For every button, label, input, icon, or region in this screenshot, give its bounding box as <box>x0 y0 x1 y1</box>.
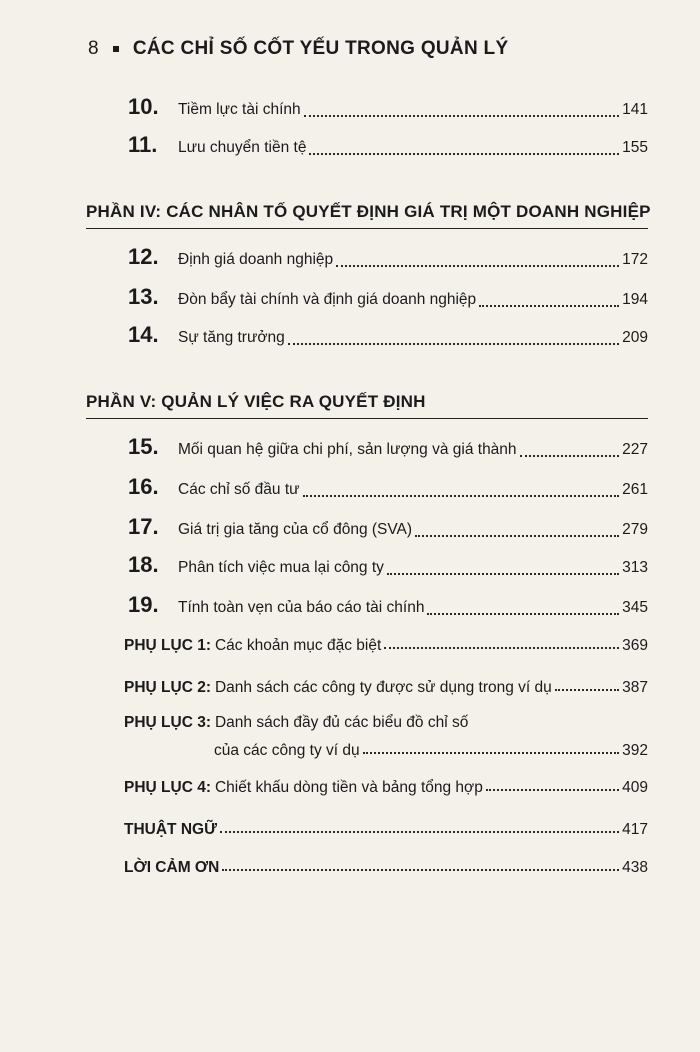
appendix-entry <box>124 714 648 732</box>
chapter-number: 16. <box>128 474 159 499</box>
page-ref: 438 <box>622 859 648 876</box>
chapter-title: Sự tăng trưởng <box>178 329 285 346</box>
toc-entry <box>128 592 648 622</box>
appendix-entry <box>124 679 648 697</box>
leader-dots <box>222 869 619 871</box>
page-ref: 387 <box>622 679 648 696</box>
appendix-entry-continuation <box>214 742 648 760</box>
chapter-title: Định giá doanh nghiệp <box>178 251 334 268</box>
chapter-number: 18. <box>128 552 159 577</box>
toc-entry <box>128 474 648 504</box>
appendix-title: Chiết khấu dòng tiền và bảng tổng hợp <box>214 779 483 796</box>
leader-dots <box>427 611 619 615</box>
toc-entry <box>128 94 648 124</box>
chapter-title: Các chỉ số đầu tư <box>178 481 300 498</box>
chapter-title: Tính toàn vẹn của báo cáo tài chính <box>178 599 425 616</box>
divider <box>86 228 648 229</box>
leader-dots <box>555 689 619 691</box>
chapter-number: 10. <box>128 94 159 119</box>
chapter-number: 14. <box>128 322 159 347</box>
appendix-title: Danh sách các công ty được sử dụng trong ví dụ <box>214 679 552 696</box>
page-ref: 409 <box>622 779 648 796</box>
leader-dots <box>309 151 619 155</box>
leader-dots <box>387 571 619 575</box>
appendix-label: PHỤ LỤC 3: <box>124 714 211 731</box>
leader-dots <box>384 647 619 649</box>
page-ref: 279 <box>622 521 648 538</box>
chapter-number: 11. <box>128 132 158 157</box>
appendix-title: Danh sách đầy đủ các biểu đồ chỉ số <box>214 714 469 731</box>
chapter-title: Phân tích việc mua lại công ty <box>178 559 384 576</box>
backmatter-entry <box>124 859 648 877</box>
toc-entry <box>128 552 648 582</box>
part-heading: PHẦN IV: CÁC NHÂN TỐ QUYẾT ĐỊNH GIÁ TRỊ MỘT DOANH NGHIỆP <box>86 202 651 221</box>
chapter-title: Giá trị gia tăng của cổ đông (SVA) <box>178 521 413 538</box>
appendix-title: Các khoản mục đặc biệt <box>214 637 382 654</box>
page-ref: 141 <box>622 101 648 118</box>
page-ref: 313 <box>622 559 648 576</box>
appendix-label: PHỤ LỤC 4: <box>124 779 211 796</box>
part-heading: PHẦN V: QUẢN LÝ VIỆC RA QUYẾT ĐỊNH <box>86 392 426 411</box>
page-ref: 194 <box>622 291 648 308</box>
chapter-title: Đòn bẩy tài chính và định giá doanh nghiệp <box>178 291 477 308</box>
chapter-number: 12. <box>128 244 159 269</box>
chapter-number: 17. <box>128 514 159 539</box>
page-ref: 227 <box>622 441 648 458</box>
leader-dots <box>486 789 619 791</box>
divider <box>86 418 648 419</box>
leader-dots <box>220 831 619 833</box>
page-number: 8 <box>88 38 99 59</box>
leader-dots <box>415 533 619 537</box>
leader-dots <box>288 341 619 345</box>
running-head <box>88 38 508 60</box>
page-ref: 261 <box>622 481 648 498</box>
chapter-title: Tiềm lực tài chính <box>178 101 301 118</box>
toc-entry <box>128 132 648 162</box>
appendix-label: PHỤ LỤC 1: <box>124 637 211 654</box>
page-ref: 345 <box>622 599 648 616</box>
leader-dots <box>479 303 619 307</box>
appendix-label: PHỤ LỤC 2: <box>124 679 211 696</box>
page-ref: 155 <box>622 139 648 156</box>
page-ref: 172 <box>622 251 648 268</box>
book-title: CÁC CHỈ SỐ CỐT YẾU TRONG QUẢN LÝ <box>132 38 509 59</box>
appendix-entry <box>124 779 648 797</box>
toc-entry <box>128 322 648 352</box>
leader-dots <box>363 752 620 754</box>
page-ref: 369 <box>622 637 648 654</box>
glossary-label: THUẬT NGỮ <box>124 821 217 838</box>
toc-entry <box>128 434 648 464</box>
chapter-number: 13. <box>128 284 159 309</box>
page-ref: 417 <box>622 821 648 838</box>
chapter-number: 19. <box>128 592 159 617</box>
chapter-title: Lưu chuyển tiền tệ <box>178 139 307 156</box>
toc-entry <box>128 514 648 544</box>
appendix-title-line2: của các công ty ví dụ <box>214 742 360 759</box>
appendix-entry <box>124 637 648 655</box>
leader-dots <box>520 453 620 457</box>
leader-dots <box>336 263 619 267</box>
page-ref: 209 <box>622 329 648 346</box>
backmatter-entry <box>124 821 648 839</box>
acknowledgements-label: LỜI CẢM ƠN <box>124 859 220 876</box>
page-ref: 392 <box>622 742 648 759</box>
chapter-number: 15. <box>128 434 159 459</box>
leader-dots <box>303 493 620 497</box>
square-bullet-icon <box>113 46 119 52</box>
chapter-title: Mối quan hệ giữa chi phí, sản lượng và giá thành <box>178 441 517 458</box>
toc-entry <box>128 284 648 314</box>
leader-dots <box>304 113 619 117</box>
toc-entry <box>128 244 648 274</box>
